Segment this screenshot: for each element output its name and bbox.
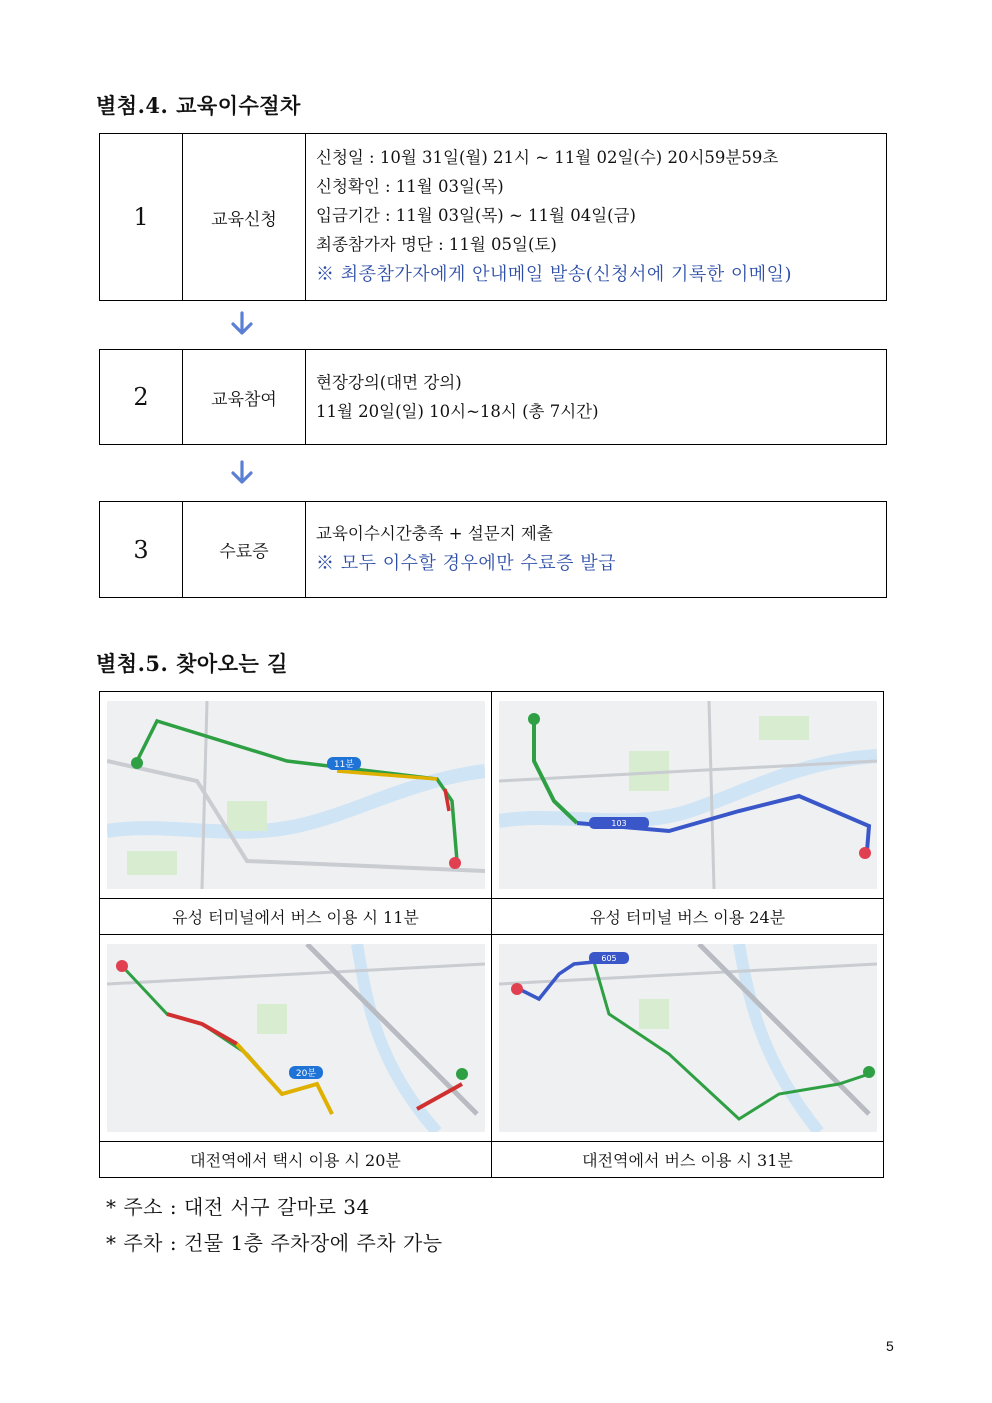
step-content xyxy=(306,134,887,301)
route-map-1 xyxy=(107,701,485,889)
map-cell xyxy=(100,692,492,899)
step-number: 3 xyxy=(100,502,183,598)
page-number: 5 xyxy=(886,1338,894,1354)
map-caption: 대전역에서 버스 이용 시 31분 xyxy=(492,1142,884,1178)
parking-line: * 주차 : 건물 1층 주차장에 주차 가능 xyxy=(106,1231,443,1255)
route-time-badge: 11분 xyxy=(333,760,354,770)
route-bus-badge: 605 xyxy=(600,954,617,963)
step-1-table xyxy=(99,133,887,301)
map-caption: 대전역에서 택시 이용 시 20분 xyxy=(100,1142,492,1178)
route-map-2 xyxy=(499,701,877,889)
step-3-table xyxy=(99,501,887,598)
step-line: 11월 20일(일) 10시~18시 (총 7시간) xyxy=(316,402,599,421)
step-label: 수료증 xyxy=(183,502,306,598)
map-cell xyxy=(100,935,492,1142)
map-caption: 유성 터미널에서 버스 이용 시 11분 xyxy=(100,899,492,935)
step-number: 1 xyxy=(100,134,183,301)
address-line: * 주소 : 대전 서구 갈마로 34 xyxy=(106,1195,370,1219)
step-line: 신청일 : 10월 31일(월) 21시 ~ 11월 02일(수) 20시59분59초 xyxy=(316,148,779,167)
route-bus-badge: 103 xyxy=(610,819,627,828)
step-line: 교육이수시간충족 + 설문지 제출 xyxy=(316,524,553,543)
step-label: 교육신청 xyxy=(183,134,306,301)
map-cell xyxy=(492,692,884,899)
step-line: 최종참가자 명단 : 11월 05일(토) xyxy=(316,235,557,254)
route-map-3 xyxy=(107,944,485,1132)
directions-maps-table xyxy=(99,691,884,1178)
step-content xyxy=(306,502,887,598)
step-content xyxy=(306,350,887,445)
step-line: 신청확인 : 11월 03일(목) xyxy=(316,177,504,196)
step-note: ※ 모두 이수할 경우에만 수료증 발급 xyxy=(316,553,617,574)
map-caption: 유성 터미널 버스 이용 24분 xyxy=(492,899,884,935)
step-label: 교육참여 xyxy=(183,350,306,445)
route-time-badge: 20분 xyxy=(295,1069,316,1079)
step-line: 현장강의(대면 강의) xyxy=(316,373,462,392)
map-cell xyxy=(492,935,884,1142)
step-note: ※ 최종참가자에게 안내메일 발송(신청서에 기록한 이메일) xyxy=(316,264,793,285)
route-map-4 xyxy=(499,944,877,1132)
arrow-down-icon xyxy=(229,460,255,486)
section-5-title: 별첨.5. 찾아오는 길 xyxy=(96,651,288,676)
step-line: 입금기간 : 11월 03일(목) ~ 11월 04일(금) xyxy=(316,206,636,225)
arrow-down-icon xyxy=(229,311,255,337)
step-number: 2 xyxy=(100,350,183,445)
step-2-table xyxy=(99,349,887,445)
section-4-title: 별첨.4. 교육이수절차 xyxy=(96,93,301,118)
